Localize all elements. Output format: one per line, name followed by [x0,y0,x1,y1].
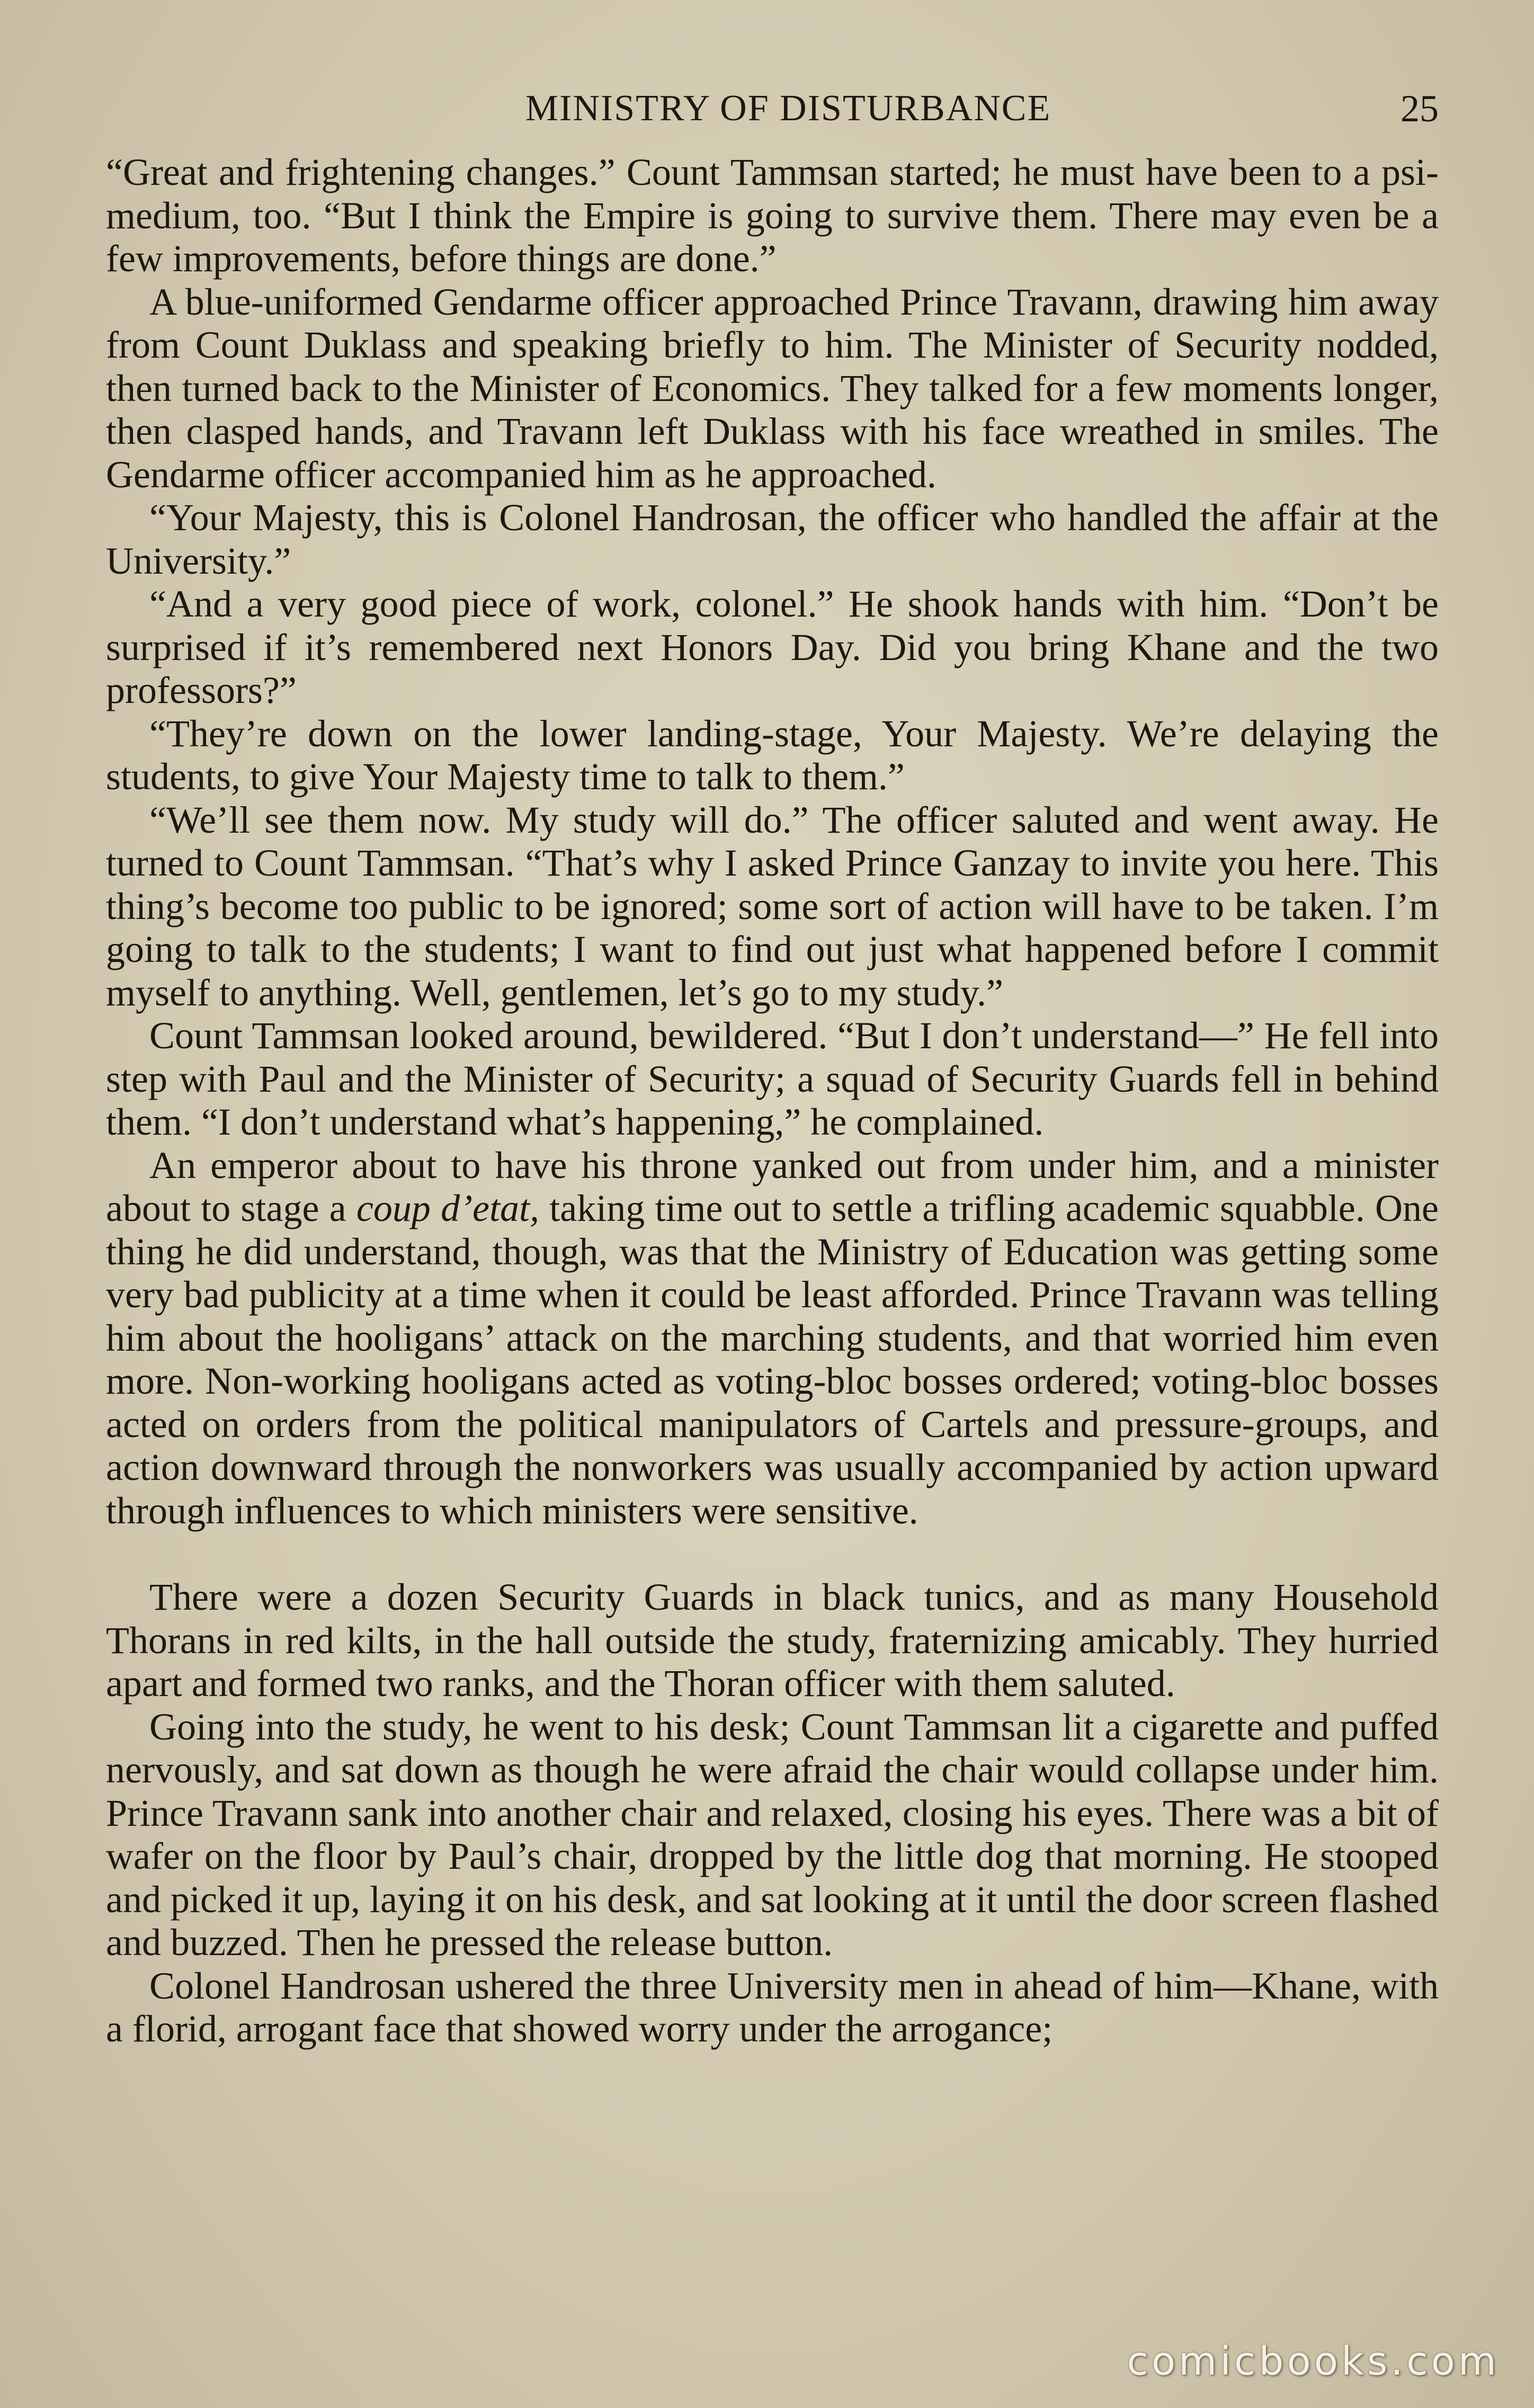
running-title: MINISTRY OF DISTURBANCE [525,88,1051,129]
paragraph: “They’re down on the lower landing-stage, Your Majesty. We’re delaying the students, to give Your Majesty time to talk to them.” [106,712,1439,798]
paragraph: A blue-uniformed Gendarme officer approached Prince Travann, drawing him away from Count Duklass and speaking briefly to him. The Minister of Security nodded, then turned back to the Minister of Economics. They talked for a few moments longer, then clasped hands, and Travann left Duklass with his face wreathed in smiles. The Gendarme officer accompanied him as he approached. [106,280,1439,496]
paragraph: Going into the study, he went to his desk; Count Tammsan lit a cigarette and puffed nervously, and sat down as though he were afraid the chair would collapse under him. Prince Travann sank into another chair and relaxed, closing his eyes. There was a bit of wafer on the floor by Paul’s chair, dropped by the little dog that morning. He stooped and picked it up, laying it on his desk, and sat looking at it until the door screen flashed and buzzed. Then he pressed the release button. [106,1705,1439,1964]
paragraph: Count Tammsan looked around, bewildered. “But I don’t understand—” He fell into step with Paul and the Minister of Security; a squad of Security Guards fell in behind them. “I don’t understand what’s happening,” he complained. [106,1014,1439,1143]
page-header [106,82,1439,135]
italic-phrase: coup d’etat, [356,1187,540,1229]
section-break [106,1532,1439,1576]
paragraph-text: taking time out to settle a trifling academic squabble. One thing he did understand, though, was that the Ministry of Education was getting some very bad publicity at a time when it could be least afforded. Prince Travann was telling him about the hooligans’ attack on the marching students, and that worried him even more. Non-working hooligans acted as voting-bloc bosses ordered; voting-bloc bosses acted on orders from the political manipulators of Cartels and pressure-groups, and action downward through the nonworkers was usually accompanied by action upward through influences to which ministers were sensitive. [106,1187,1439,1532]
paragraph-text: An emperor about to have his throne yanked out from under him, and a minister about to stage a [106,1144,1439,1229]
page-number: 25 [1401,87,1439,130]
paragraph: “And a very good piece of work, colonel.” He shook hands with him. “Don’t be surprised if it’s remembered next Honors Day. Did you bring Khane and the two professors?” [106,583,1439,711]
paragraph: There were a dozen Security Guards in black tunics, and as many Household Thorans in red kilts, in the hall outside the study, fraternizing amicably. They hurried apart and formed two ranks, and the Thoran officer with them saluted. [106,1576,1439,1705]
paragraph [106,1144,1439,1533]
paragraph: “Great and frightening changes.” Count Tammsan started; he must have been to a psi-medium, too. “But I think the Empire is going to survive them. There may even be a few improvements, before things are done.” [106,151,1439,280]
watermark: comicbooks.com [1127,2339,1500,2384]
paragraph: Colonel Handrosan ushered the three University men in ahead of him—Khane, with a florid, arrogant face that showed worry under the arrogance; [106,1964,1439,2050]
paragraph: “Your Majesty, this is Colonel Handrosan, the officer who handled the affair at the University.” [106,496,1439,582]
paragraph: “We’ll see them now. My study will do.” The officer saluted and went away. He turned to Count Tammsan. “That’s why I asked Prince Ganzay to invite you here. This thing’s become too public to be ignored; some sort of action will have to be taken. I’m going to talk to the students; I want to find out just what happened before I commit myself to anything. Well, gentlemen, let’s go to my study.” [106,798,1439,1014]
body-text [106,151,1439,2051]
